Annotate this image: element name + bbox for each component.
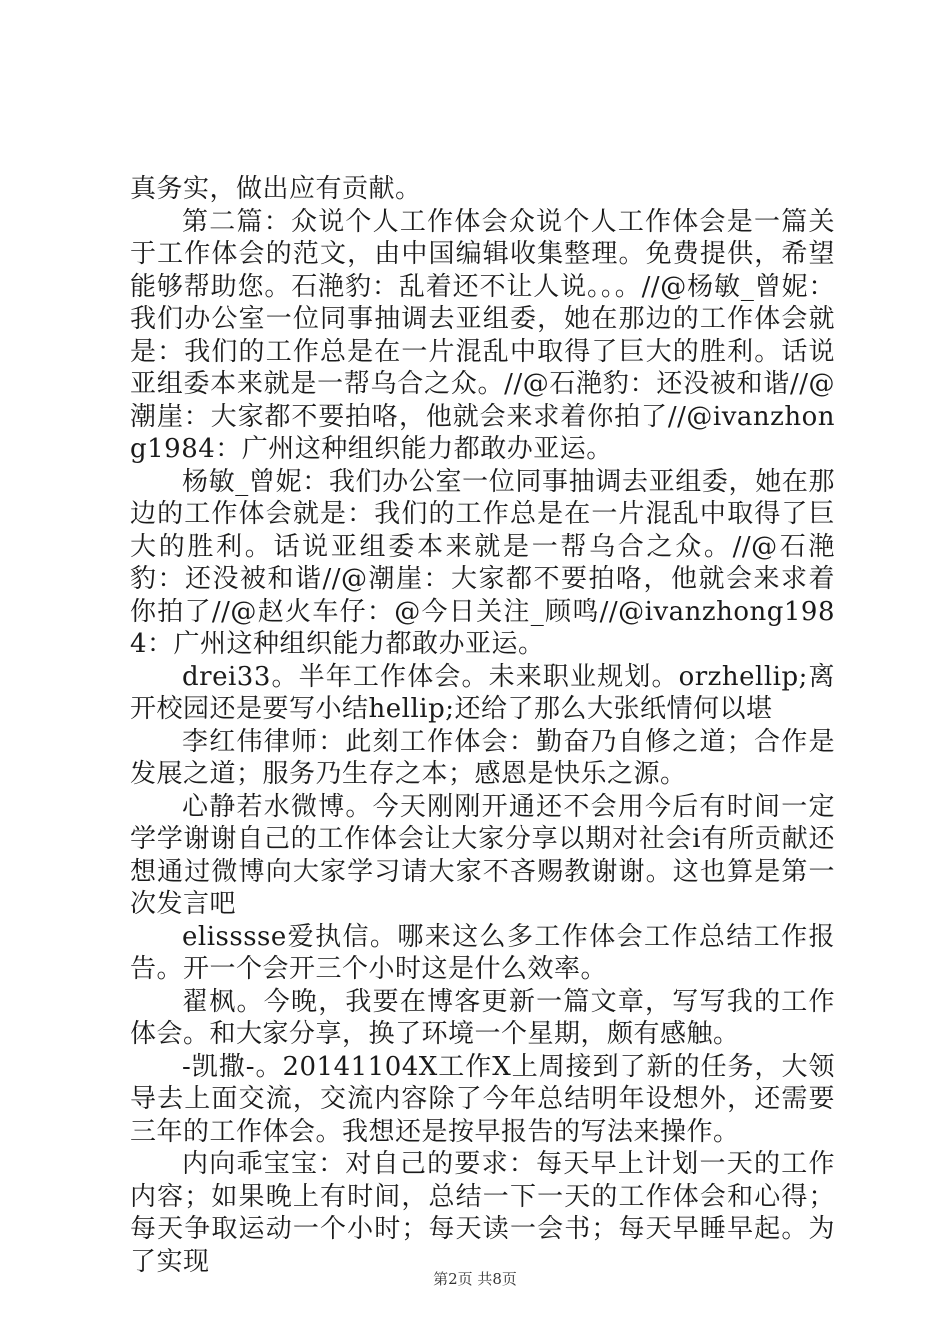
paragraph: drei33。半年工作体会。未来职业规划。orzhellip;离开校园还是要写小结hellip;还给了那么大张纸情何以堪 <box>130 661 835 724</box>
paragraph-continuation: 真务实，做出应有贡献。 <box>130 174 422 204</box>
paragraph: 第二篇：众说个人工作体会众说个人工作体会是一篇关于工作体会的范文，由中国编辑收集整理。免费提供，希望能够帮助您。石滟豹：乱着还不让人说。。。//@杨敏_曾妮：我们办公室一位同事抽调去亚组委，她在那边的工作体会就是：我们的工作总是在一片混乱中取得了巨大的胜利。话说亚组委本来就是一帮乌合之众。//@石滟豹：还没被和谐//@潮崖：大家都不要拍咯，他就会来求着你拍了//@ivanzhong1984：广州这种组织能力都敢办亚运。 <box>130 206 835 464</box>
paragraph: 翟枫。今晚，我要在博客更新一篇文章，写写我的工作体会。和大家分享，换了环境一个星期，颇有感触。 <box>130 986 835 1049</box>
paragraph: 内向乖宝宝：对自己的要求：每天早上计划一天的工作内容；如果晚上有时间，总结一下一天的工作体会和心得；每天争取运动一个小时；每天读一会书；每天早睡早起。为了实现 <box>130 1149 835 1277</box>
paragraph: 李红伟律师：此刻工作体会：勤奋乃自修之道；合作是发展之道；服务乃生存之本；感恩是快乐之源。 <box>130 726 835 789</box>
page-number-footer: 第2页 共8页 <box>433 1270 517 1288</box>
paragraph: -凯撒-。20141104X工作X上周接到了新的任务，大领导去上面交流，交流内容除了今年总结明年设想外，还需要三年的工作体会。我想还是按早报告的写法来操作。 <box>130 1051 835 1147</box>
paragraph: elisssse爱执信。哪来这么多工作体会工作总结工作报告。开一个会开三个小时这是什么效率。 <box>130 921 835 984</box>
document-body <box>130 173 835 1278</box>
paragraph: 杨敏_曾妮：我们办公室一位同事抽调去亚组委，她在那边的工作体会就是：我们的工作总是在一片混乱中取得了巨大的胜利。话说亚组委本来就是一帮乌合之众。//@石滟豹：还没被和谐//@潮崖：大家都不要拍咯，他就会来求着你拍了//@赵火车仔：@今日关注_顾鸣//@ivanzhong1984：广州这种组织能力都敢办亚运。 <box>130 466 835 659</box>
paragraph: 心静若水微博。今天刚刚开通还不会用今后有时间一定学学谢谢自己的工作体会让大家分享以期对社会i有所贡献还想通过微博向大家学习请大家不吝赐教谢谢。这也算是第一次发言吧 <box>130 791 835 919</box>
